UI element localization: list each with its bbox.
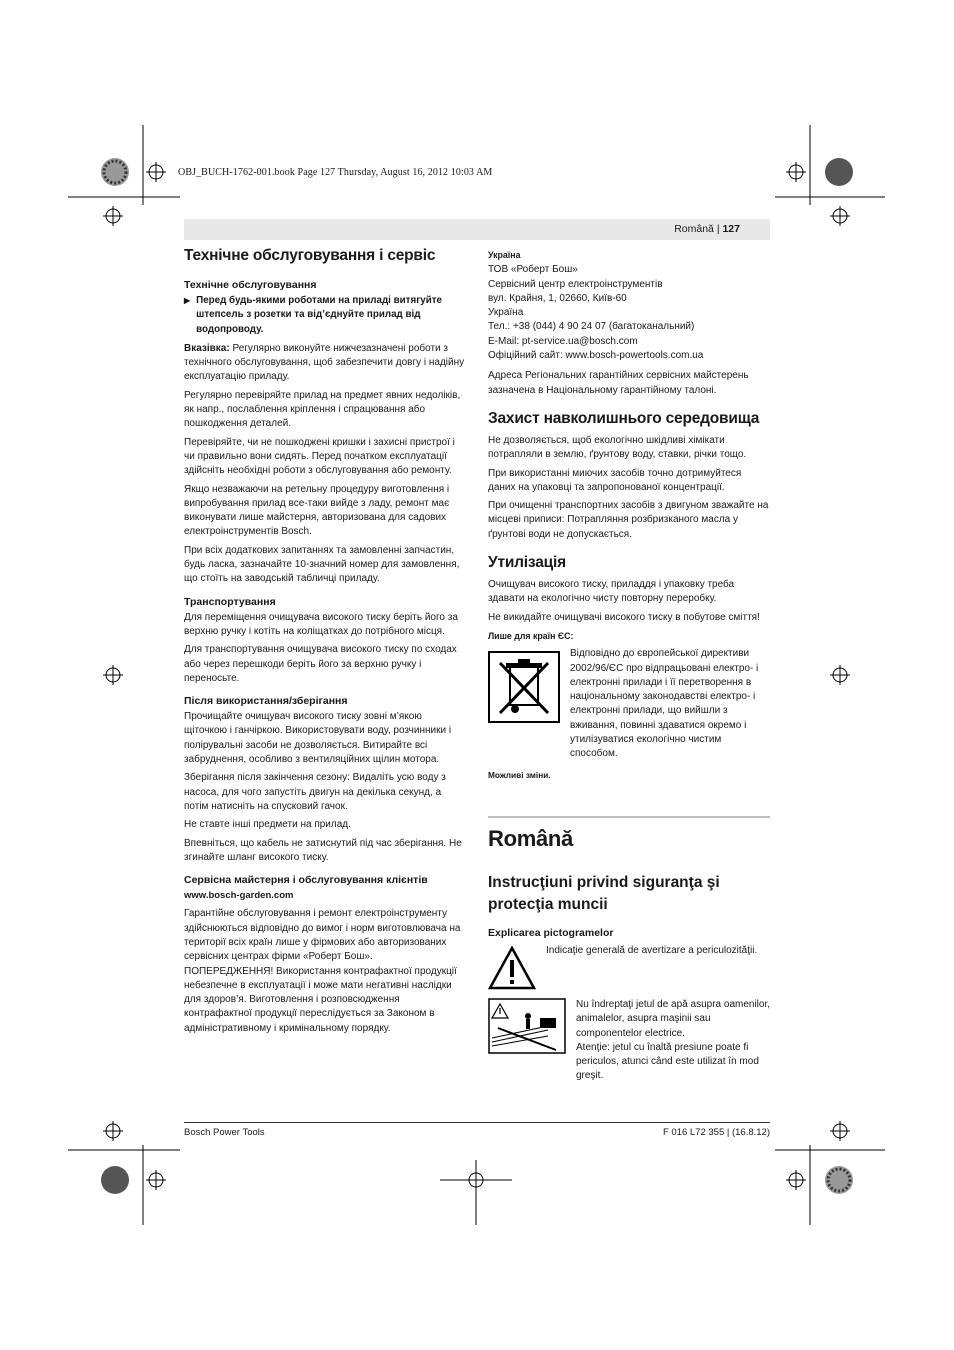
paragraph: При очищенні транспортних засобів з двигуном зважайте на місцеві приписи: Потрапляння розбризканого масла у ґрунтові води не допускається.: [488, 500, 769, 540]
paragraph: При всіх додаткових запитаннях та замовленні запчастин, будь ласка, зазначайте 10-значний номер для замовлення, що стоїть на заводській табличці приладу.: [184, 544, 460, 585]
paragraph: Для переміщення очищувача високого тиску беріть його за верхню ручку і котіть на коліщатках до потрібного місця.: [184, 611, 458, 637]
footer-rule: [184, 1122, 770, 1123]
address-line: ТОВ «Роберт Бош»: [488, 264, 578, 276]
note-paragraph: [184, 342, 466, 385]
paragraph: Гарантійне обслуговування і ремонт електроінструменту здійснюються відповідно до вимог і норм виготовлювача на території всіх країн лише у фірмових або авторизованих сервісних центрах фірми «Роберт Бош».: [184, 908, 461, 963]
pictogram-text: Atenţie: jetul cu înaltă presiune poate fi periculos, atunci când este utilizat în mod greşit.: [576, 1041, 759, 1082]
header-language: Română: [674, 223, 714, 235]
paragraph: Очищувач високого тиску, приладдя і упаковку треба здавати на екологічно чисту повторну переробку.: [488, 579, 735, 605]
print-info: OBJ_BUCH-1762-001.book Page 127 Thursday, August 16, 2012 10:03 AM: [178, 167, 493, 178]
subheading-after-use: Після використання/зберігання: [184, 695, 348, 708]
page-number: 127: [722, 223, 740, 235]
heading-disposal: Утилізація: [488, 554, 566, 572]
pictogram-text: Indicaţie generală de avertizare a periculozităţii.: [546, 944, 758, 956]
address-line: вул. Крайня, 1, 02660, Київ-60: [488, 292, 627, 304]
pictogram-text-block: [576, 998, 770, 1084]
section-title: Технічне обслуговування і сервіс: [184, 247, 436, 264]
heading-environment: Захист навколишнього середовища: [488, 409, 760, 427]
paragraph: Якщо незважаючи на ретельну процедуру виготовлення і випробування прилад все-таки вийде з ладу, ремонт має виконувати лише майстерня, авторизована для садових електроінструментів Bosch.: [184, 483, 450, 538]
right-column: [488, 248, 770, 1084]
paragraph: Впевніться, що кабель не затиснутий під час зберігання. Не згинайте шланг високого тиску.: [184, 837, 462, 863]
address-line: Сервісний центр електроінструментів: [488, 278, 663, 290]
pictogram-text: Nu îndreptaţi jetul de apă asupra oamenilor, animalelor, asupra maşinii sau componentelor electrice.: [576, 998, 771, 1039]
heading-safety: Instrucţiuni privind siguranţa şi protecţia muncii: [488, 873, 720, 913]
country-label: Україна: [488, 250, 521, 260]
warning-text: Перед будь-якими роботами на приладі витягуйте штепсель з розетки та від’єднуйте прилад від водопроводу.: [196, 295, 442, 335]
warning-triangle-icon: [488, 946, 536, 990]
service-link[interactable]: www.bosch-garden.com: [184, 890, 294, 902]
note-label: Вказівка:: [184, 342, 230, 354]
language-title: Română: [488, 825, 573, 851]
water-jet-hazard-icon: [488, 998, 566, 1054]
page-header: [674, 223, 740, 235]
paragraph: Адреса Регіональних гарантійних сервісних майстерень зазначена в Національному гарантійному талоні.: [488, 370, 749, 396]
section-divider: [488, 816, 770, 818]
paragraph: ПОПЕРЕДЖЕННЯ! Використання контрафактної продукції небезпечне в експлуатації і може мати негативні наслідки для здоров’я. Виготовлення і розповсюдження контрафактної продукції переслідується за Законом в адміністративному і кримінальному порядку.: [184, 965, 457, 1034]
crossed-bin-icon: [488, 651, 560, 723]
website-line[interactable]: Офіційний сайт: www.bosch-powertools.com.ua: [488, 350, 704, 362]
eu-directive-text: Відповідно до європейської директиви 2002/96/ЄС про відпрацьовані електро- і електронні прилади і її перетворення в національному законодавстві електро- і електронні прилади, що вийшли з вживання, повинні здаватися окремо і утилізуватися екологічно чистим способом.: [570, 648, 759, 760]
footer-left: Bosch Power Tools: [184, 1127, 265, 1138]
paragraph: При використанні миючих засобів точно дотримуйтеся даних на упаковці та запропонованої концентрації.: [488, 467, 742, 493]
header-separator: |: [716, 223, 720, 235]
paragraph: Не ставте інші предмети на прилад.: [184, 819, 351, 831]
paragraph: Перевіряйте, чи не пошкоджені кришки і захисні пристрої і чи правильно вони сидять. Перед початком експлуатації здійсніть необхідні роботи з обслуговування або ремонту.: [184, 436, 455, 477]
note-text: Регулярно виконуйте нижчезазначені роботи з технічного обслуговування, щоб забезпечити довгу і надійну експлуатацію приладу.: [184, 342, 465, 383]
footer-right: F 016 L72 355 | (16.8.12): [662, 1127, 770, 1138]
paragraph: Прочищайте очищувач високого тиску зовні м’якою щіточкою і ганчіркою. Використовувати воду, розчинники і полірувальні засоби не дозволяється. Витирайте всі забруднення, особливо з вентиляційних щілин мотора.: [184, 711, 452, 766]
paragraph: Регулярно перевіряйте прилад на предмет явних недоліків, як напр., послаблення кріплення і спрацювання або пошкодження деталей.: [184, 389, 461, 430]
changes-note: Можливі зміни.: [488, 769, 551, 780]
subheading-maintenance: Технічне обслуговування: [184, 279, 317, 291]
paragraph: Зберігання після закінчення сезону: Видаліть усю воду з насоса, для чого запустіть двигун на декілька секунд, а потім натисніть на спусковий гачок.: [184, 772, 446, 812]
paragraph: Не викидайте очищувачі високого тиску в побутове сміття!: [488, 611, 760, 623]
subheading-pictograms: Explicarea pictogramelor: [488, 926, 614, 939]
left-column: [184, 247, 466, 1040]
paragraph: Для транспортування очищувача високого тиску по сходах або через перешкоди беріть його за верхню ручку і переносьте.: [184, 644, 457, 684]
weee-block: [488, 647, 770, 761]
address-line: Тел.: +38 (044) 4 90 24 07 (багатоканальний): [488, 321, 695, 333]
email-line[interactable]: E-Mail: pt-service.ua@bosch.com: [488, 335, 638, 347]
triangle-bullet-icon: ▶: [184, 296, 191, 305]
subheading-service: Сервісна майстерня і обслуговування клієнтів: [184, 874, 428, 887]
warning-item: [184, 294, 466, 337]
eu-only-label: Лише для країн ЄС:: [488, 630, 574, 641]
pictogram-row: [488, 998, 770, 1084]
subheading-transport: Транспортування: [184, 595, 276, 608]
pictogram-row: [488, 946, 770, 990]
address-line: Україна: [488, 307, 524, 319]
paragraph: Не дозволяється, щоб екологічно шкідливі хімікати потрапляли в землю, ґрунтову воду, ставки, річки тощо.: [488, 434, 747, 461]
